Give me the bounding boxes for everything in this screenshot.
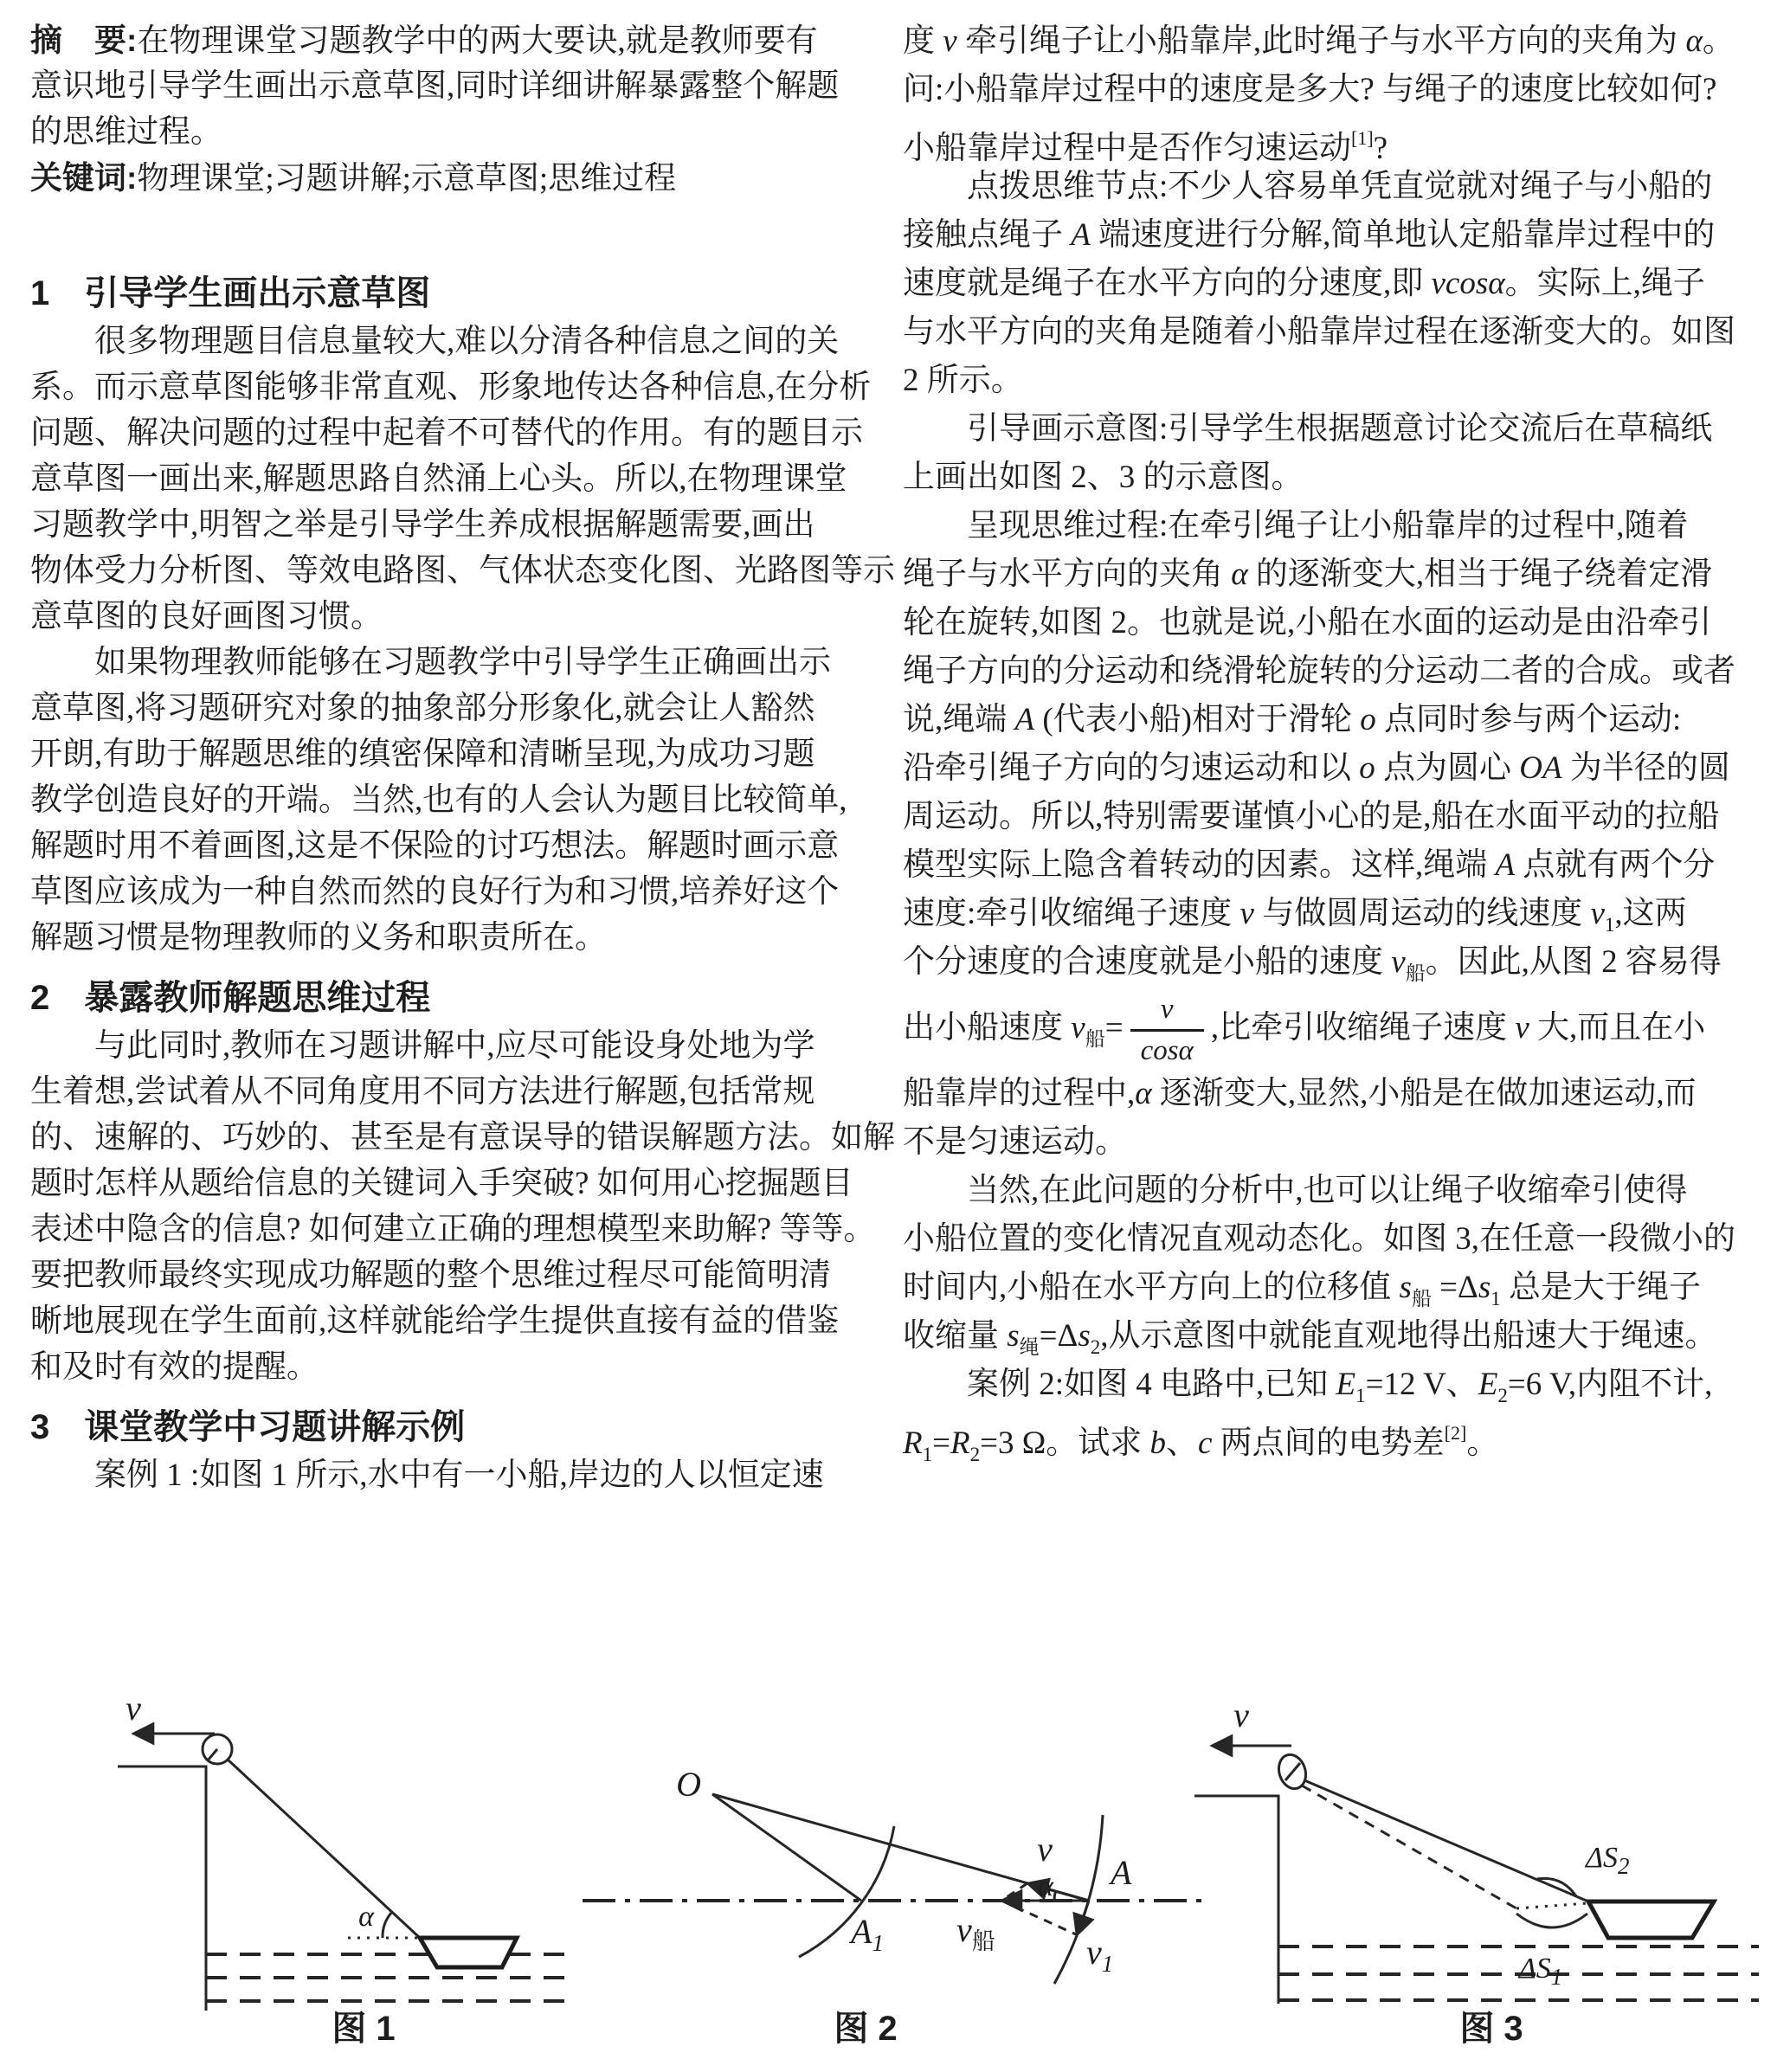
text-line: 要把教师最终实现成功解题的整个思维过程尽可能简明清 bbox=[30, 1258, 831, 1293]
fraction: $\frac{v}{\cos\alpha}$ bbox=[1130, 995, 1204, 1065]
rope-position-1-line bbox=[712, 1794, 861, 1901]
rope-end-point-1-label: $A_1$ bbox=[851, 1912, 884, 1956]
text-line: 不是匀速运动。 bbox=[903, 1124, 1127, 1160]
section-heading: 3 课堂教学中习题讲解示例 bbox=[30, 1408, 466, 1446]
right-column bbox=[903, 0, 1779, 1465]
pulley-point-label: O bbox=[676, 1765, 701, 1804]
text-line: 案例 1 :如图 1 所示,水中有一小船,岸边的人以恒定速 bbox=[30, 1457, 824, 1493]
parallelogram-dashed-side-2 bbox=[1001, 1901, 1076, 1934]
text-line: 当然,在此问题的分析中,也可以让绳子收缩牵引使得 bbox=[903, 1173, 1688, 1208]
text-line: 解题习惯是物理教师的义务和职责所在。 bbox=[30, 920, 607, 956]
text-line: 绳子方向的分运动和绕滑轮旋转的分运动二者的合成。或者 bbox=[903, 653, 1735, 689]
text-line: 说,绳端 A (代表小船)相对于滑轮 o 点同时参与两个运动: bbox=[903, 702, 1682, 737]
text-line: 度 v 牵引绳子让小船靠岸,此时绳子与水平方向的夹角为 α。 bbox=[903, 23, 1735, 59]
velocity-label: v bbox=[1233, 1696, 1249, 1734]
left-column bbox=[30, 0, 895, 1498]
text-line: 轮在旋转,如图 2。也就是说,小船在水面的运动是由沿牵引 bbox=[903, 605, 1712, 640]
delta-s1-label: $\Delta S_1$ bbox=[1518, 1953, 1563, 1990]
parallelogram-dashed-side-1 bbox=[1001, 1883, 1027, 1901]
text-line: 开朗,有助于解题思维的缜密保障和清晰呈现,为成功习题 bbox=[30, 737, 815, 772]
text-line: 小船靠岸过程中是否作匀速运动[1]? bbox=[903, 127, 1388, 166]
text-line: 个分速度的合速度就是小船的速度 $v_船$。因此,从图 2 容易得 bbox=[903, 944, 1722, 984]
figure-3-displacement-diagram bbox=[1194, 1597, 1790, 2047]
boat-shape bbox=[1588, 1901, 1714, 1938]
text-line: 和及时有效的提醒。 bbox=[30, 1349, 319, 1385]
text-line: 表述中隐含的信息? 如何建立正确的理想模型来助解? 等等。 bbox=[30, 1212, 876, 1247]
boat-displacement-brace bbox=[1516, 1914, 1587, 1927]
text-line: 教学创造良好的开端。当然,也有的人会认为题目比较简单, bbox=[30, 782, 847, 818]
text-line: 意识地引导学生画出示意草图,同时详细讲解暴露整个解题 bbox=[30, 68, 840, 104]
text-line: 意草图的良好画图习惯。 bbox=[30, 599, 383, 634]
text-line: 周运动。所以,特别需要谨慎小心的是,船在水面平动的拉船 bbox=[903, 799, 1720, 834]
boat-shape bbox=[420, 1938, 517, 1967]
text-line: 收缩量 $s_绳=\Delta s_2$,从示意图中就能直观地得出船速大于绳速。 bbox=[903, 1318, 1717, 1358]
text-line: 接触点绳子 A 端速度进行分解,简单地认定船靠岸过程中的 bbox=[903, 217, 1716, 253]
rope-line-current bbox=[1304, 1780, 1588, 1901]
rope-end-point-label: A bbox=[1111, 1853, 1132, 1892]
text-line: 绳子与水平方向的夹角 α 的逐渐变大,相当于绳子绕着定滑 bbox=[903, 557, 1713, 592]
boat-velocity-label: $v_船$ bbox=[956, 1910, 995, 1954]
rope-velocity-vector bbox=[1027, 1883, 1089, 1901]
text-line: 问题、解决问题的过程中起着不可替代的作用。有的题目示 bbox=[30, 415, 863, 451]
text-line: 时间内,小船在水平方向上的位移值 $s_船 =\Delta s_1$ 总是大于绳子 bbox=[903, 1270, 1701, 1309]
water-lines bbox=[206, 1954, 564, 2001]
text-line: 系。而示意草图能够非常直观、形象地传达各种信息,在分析 bbox=[30, 370, 872, 405]
text-line: $R_1=R_2=3$ Ω。试求 b、c 两点间的电势差[2]。 bbox=[903, 1422, 1499, 1465]
rope-line bbox=[227, 1759, 420, 1938]
text-line: 晰地展现在学生面前,这样就能给学生提供直接有益的借鉴 bbox=[30, 1303, 840, 1339]
text-line: 2 所示。 bbox=[903, 363, 1023, 398]
angle-arc bbox=[1054, 1891, 1056, 1901]
text-line: 关键词:物理课堂;习题讲解;示意草图;思维过程 bbox=[30, 160, 677, 196]
text-line: 出小船速度 $v_船=$ $\frac{v}{\cos\alpha}$ ,比牵引收缩绳子速度 v 大,而且在小 bbox=[903, 994, 1706, 1067]
text-line: 与水平方向的夹角是随着小船靠岸过程在逐渐变大的。如图 bbox=[903, 314, 1735, 350]
angle-arc bbox=[383, 1912, 392, 1938]
pulley-axle-icon bbox=[1285, 1763, 1300, 1780]
shore-wall-line bbox=[1194, 1796, 1278, 2004]
displacement-dotted-line bbox=[1516, 1903, 1587, 1908]
figure-3-caption: 图 3 bbox=[1459, 2010, 1523, 2048]
rope-velocity-label: v bbox=[1037, 1830, 1053, 1869]
figure-1-pulley-boat-diagram bbox=[78, 1597, 576, 2047]
pulley-axle-icon bbox=[208, 1749, 217, 1760]
text-line: 小船位置的变化情况直观动态化。如图 3,在任意一段微小的 bbox=[903, 1221, 1735, 1257]
text-line: 速度:牵引收缩绳子速度 v 与做圆周运动的线速度 $v_1$,这两 bbox=[903, 896, 1687, 936]
text-line: 习题教学中,明智之举是引导学生养成根据解题需要,画出 bbox=[30, 507, 815, 543]
alpha-angle-label: α bbox=[1038, 1870, 1053, 1902]
text-line: 意草图一画出来,解题思路自然涌上心头。所以,在物理课堂 bbox=[30, 461, 847, 497]
delta-s2-label: $\Delta S_2$ bbox=[1586, 1842, 1630, 1879]
text-line: 物体受力分析图、等效电路图、气体状态变化图、光路图等示 bbox=[30, 553, 895, 589]
text-line: 案例 2:如图 4 电路中,已知 $E_1=12$ V、$E_2=6$ V,内阻不计, bbox=[903, 1367, 1713, 1406]
text-line: 题时怎样从题给信息的关键词入手突破? 如何用心挖掘题目 bbox=[30, 1166, 853, 1201]
text-line: 与此同时,教师在习题讲解中,应尽可能设身处地为学 bbox=[30, 1028, 815, 1064]
text-line: 问:小船靠岸过程中的速度是多大? 与绳子的速度比较如何? bbox=[903, 72, 1717, 107]
text-line: 上画出如图 2、3 的示意图。 bbox=[903, 460, 1304, 495]
text-line: 模型实际上隐含着转动的因素。这样,绳端 A 点就有两个分 bbox=[903, 847, 1716, 883]
shore-wall-line bbox=[118, 1766, 206, 2011]
tangential-velocity-vector bbox=[1077, 1901, 1089, 1935]
text-line: 引导画示意图:引导学生根据题意讨论交流后在草稿纸 bbox=[903, 411, 1713, 447]
tangential-velocity-label: $v_1$ bbox=[1086, 1933, 1114, 1977]
text-line: 生着想,尝试着从不同角度用不同方法进行解题,包括常规 bbox=[30, 1074, 815, 1110]
text-line: 解题时用不着画图,这是不保险的讨巧想法。解题时画示意 bbox=[30, 828, 840, 864]
text-line: 意草图,将习题研究对象的抽象部分形象化,就会让人豁然 bbox=[30, 691, 815, 726]
text-line: 很多物理题目信息量较大,难以分清各种信息之间的关 bbox=[30, 324, 840, 359]
section-heading: 1 引导学生画出示意草图 bbox=[30, 274, 431, 312]
text-line: 点拨思维节点:不少人容易单凭直觉就对绳子与小船的 bbox=[903, 169, 1713, 204]
text-line: 速度就是绳子在水平方向的分速度,即 vcosα。实际上,绳子 bbox=[903, 266, 1705, 301]
text-line: 草图应该成为一种自然而然的良好行为和习惯,培养好这个 bbox=[30, 874, 840, 910]
alpha-angle-label: α bbox=[358, 1901, 374, 1933]
figure-1-caption: 图 1 bbox=[332, 2010, 396, 2048]
figure-2-velocity-decomposition-diagram bbox=[576, 1597, 1212, 2047]
text-line: 船靠岸的过程中,α 逐渐变大,显然,小船是在做加速运动,而 bbox=[903, 1076, 1697, 1111]
rope-line-previous-dashed bbox=[1302, 1786, 1516, 1908]
velocity-label: v bbox=[126, 1689, 141, 1728]
figure-2-caption: 图 2 bbox=[834, 2010, 898, 2048]
text-line: 呈现思维过程:在牵引绳子让小船靠岸的过程中,随着 bbox=[903, 508, 1689, 544]
text-line: 的、速解的、巧妙的、甚至是有意误导的错误解题方法。如解 bbox=[30, 1120, 895, 1155]
text-line: 的思维过程。 bbox=[30, 114, 222, 150]
text-line: 摘 要:在物理课堂习题教学中的两大要诀,就是教师要有 bbox=[30, 23, 818, 59]
section-heading: 2 暴露教师解题思维过程 bbox=[30, 979, 431, 1017]
text-line: 沿牵引绳子方向的匀速运动和以 o 点为圆心 OA 为半径的圆 bbox=[903, 750, 1730, 786]
text-line: 如果物理教师能够在习题教学中引导学生正确画出示 bbox=[30, 645, 831, 680]
